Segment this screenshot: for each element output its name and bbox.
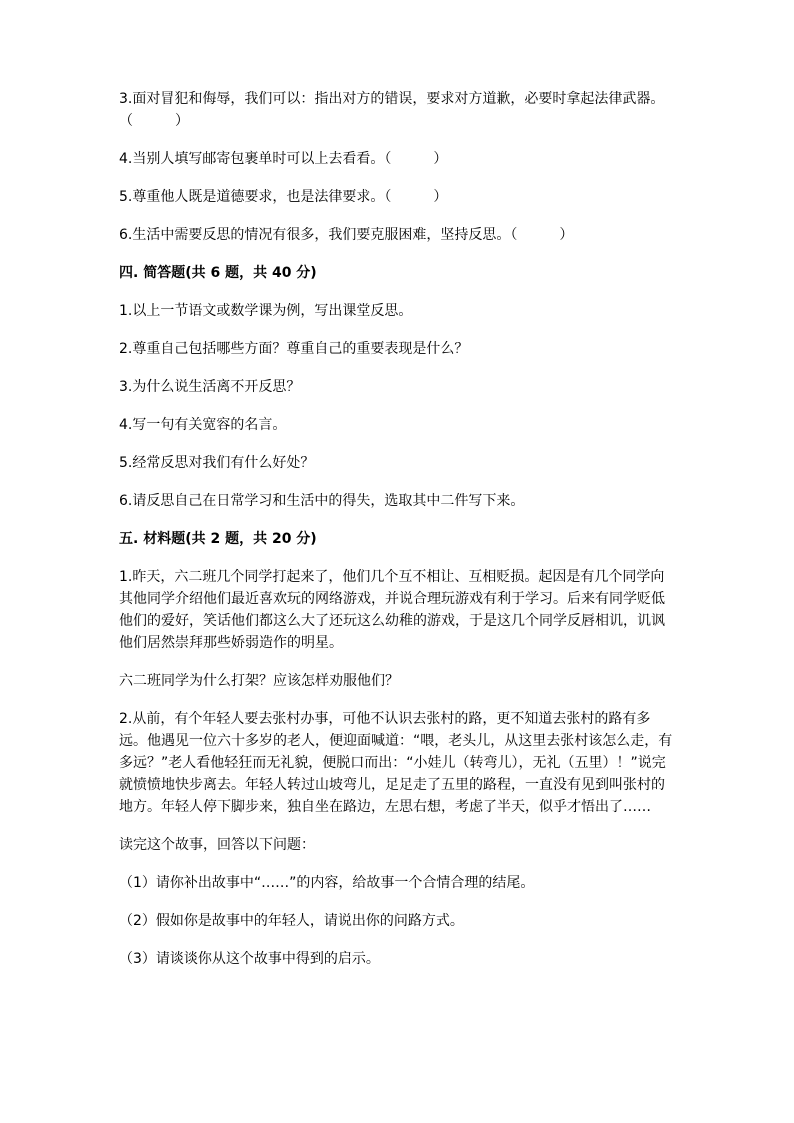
document-page bbox=[119, 88, 675, 986]
judgment-questions bbox=[119, 88, 675, 246]
short-answer-item-4: 4.写一句有关宽容的名言。 bbox=[119, 417, 287, 433]
material-2-subquestion-2: （2）假如你是故事中的年轻人，请说出你的问路方式。 bbox=[119, 913, 464, 929]
material-2-text: 2.从前，有个年轻人要去张村办事，可他不认识去张村的路，更不知道去张村的路有多远。他遇见一位六十多岁的老人，便迎面喊道：“喂，老头儿，从这里去张村该怎么走，有多远？”老人看他轻狂而无礼貌，便脱口而出：“小娃儿（转弯儿），无礼（五里）！”说完就愤愤地快步离去。年轻人转过山坡弯儿，足足走了五里的路程，一直没有见到叫张村的地方。年轻人停下脚步来，独自坐在路边，左思右想，考虑了半天，似乎才悟出了…… bbox=[119, 711, 673, 815]
material-1-question: 六二班同学为什么打架？应该怎样劝服他们？ bbox=[119, 673, 399, 689]
short-answer-section bbox=[119, 262, 675, 512]
judgment-item-5: 5.尊重他人既是道德要求，也是法律要求。（ ） bbox=[119, 189, 448, 205]
short-answer-item-5: 5.经常反思对我们有什么好处？ bbox=[119, 455, 315, 471]
section-heading-short-answer: 四. 简答题(共 6 题，共 40 分) bbox=[119, 265, 317, 281]
short-answer-item-3: 3.为什么说生活离不开反思？ bbox=[119, 379, 301, 395]
judgment-item-6: 6.生活中需要反思的情况有很多，我们要克服困难，坚持反思。（ ） bbox=[119, 227, 574, 243]
material-1-text: 1.昨天，六二班几个同学打起来了，他们几个互不相让、互相贬损。起因是有几个同学向其他同学介绍他们最近喜欢玩的网络游戏，并说合理玩游戏有利于学习。后来有同学贬低他们的爱好，笑话他们都这么大了还玩这么幼稚的游戏，于是这几个同学反唇相讥，讥讽他们居然崇拜那些娇弱造作的明星。 bbox=[119, 569, 665, 651]
short-answer-item-6: 6.请反思自己在日常学习和生活中的得失，选取其中二件写下来。 bbox=[119, 493, 525, 509]
judgment-item-3: 3.面对冒犯和侮辱，我们可以：指出对方的错误，要求对方道歉，必要时拿起法律武器。（ ） bbox=[119, 91, 665, 129]
judgment-item-4: 4.当别人填写邮寄包裹单时可以上去看看。（ ） bbox=[119, 151, 448, 167]
section-heading-material: 五. 材料题(共 2 题，共 20 分) bbox=[119, 531, 317, 547]
material-2-prompt: 读完这个故事，回答以下问题： bbox=[119, 837, 315, 853]
material-section bbox=[119, 528, 675, 970]
material-2-subquestion-1: （1）请你补出故事中“……”的内容，给故事一个合情合理的结尾。 bbox=[119, 875, 535, 891]
short-answer-item-1: 1.以上一节语文或数学课为例，写出课堂反思。 bbox=[119, 303, 413, 319]
short-answer-item-2: 2.尊重自己包括哪些方面？尊重自己的重要表现是什么？ bbox=[119, 341, 469, 357]
material-2-subquestion-3: （3）请谈谈你从这个故事中得到的启示。 bbox=[119, 951, 380, 967]
